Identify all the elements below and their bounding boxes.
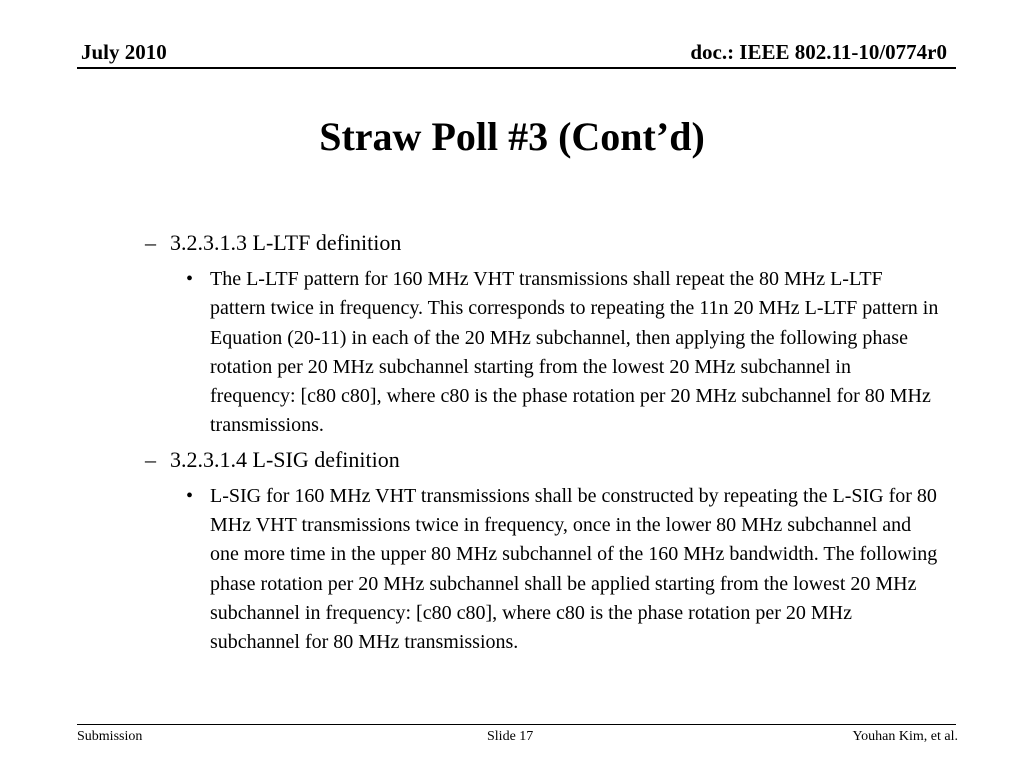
header-doc-id: doc.: IEEE 802.11-10/0774r0 xyxy=(690,40,947,64)
bullet-marker: • xyxy=(186,484,194,507)
header-date: July 2010 xyxy=(81,40,167,64)
slide-body xyxy=(0,228,1024,662)
bullet-item-l-sig xyxy=(186,482,940,658)
bullet-item-l-ltf xyxy=(186,265,940,441)
bullet-text: The L-LTF pattern for 160 MHz VHT transmissions shall repeat the 80 MHz L-LTF pattern twice in frequency. This corresponds to repeating the 11n 20 MHz L-LTF pattern in Equation (20-11) in each of the 20 MHz subchannel, then applying the following phase rotation per 20 MHz subchannel starting from the lowest 20 MHz subchannel in frequency: [c80 c80], where c80 is the phase rotation per 20 MHz subchannel for 80 MHz transmissions. xyxy=(210,268,939,437)
section-heading-l-ltf xyxy=(145,228,1024,258)
dash-marker: – xyxy=(145,230,156,255)
section-heading-text: 3.2.3.1.4 L-SIG definition xyxy=(170,446,400,472)
footer-submission: Submission xyxy=(77,729,143,744)
footer-divider xyxy=(77,724,956,725)
slide-title: Straw Poll #3 (Cont’d) xyxy=(319,114,705,159)
section-heading-l-sig xyxy=(145,445,1024,475)
footer-slide-number: Slide 17 xyxy=(487,729,534,744)
section-heading-text: 3.2.3.1.3 L-LTF definition xyxy=(170,230,402,255)
header-divider xyxy=(77,67,956,69)
bullet-text: L-SIG for 160 MHz VHT transmissions shall be constructed by repeating the L-SIG for 80 MHz VHT transmissions twice in frequency, once in the lower 80 MHz subchannel and one more time in the upper 80 MHz subchannel of the 160 MHz bandwidth. The following phase rotation per 20 MHz subchannel shall be applied starting from the lowest 20 MHz subchannel in frequency: [c80 c80], where c80 is the phase rotation per 20 MHz subchannel for 80 MHz transmissions. xyxy=(210,484,938,654)
footer-author: Youhan Kim, et al. xyxy=(852,729,958,744)
dash-marker: – xyxy=(145,446,156,472)
bullet-marker: • xyxy=(186,268,194,290)
